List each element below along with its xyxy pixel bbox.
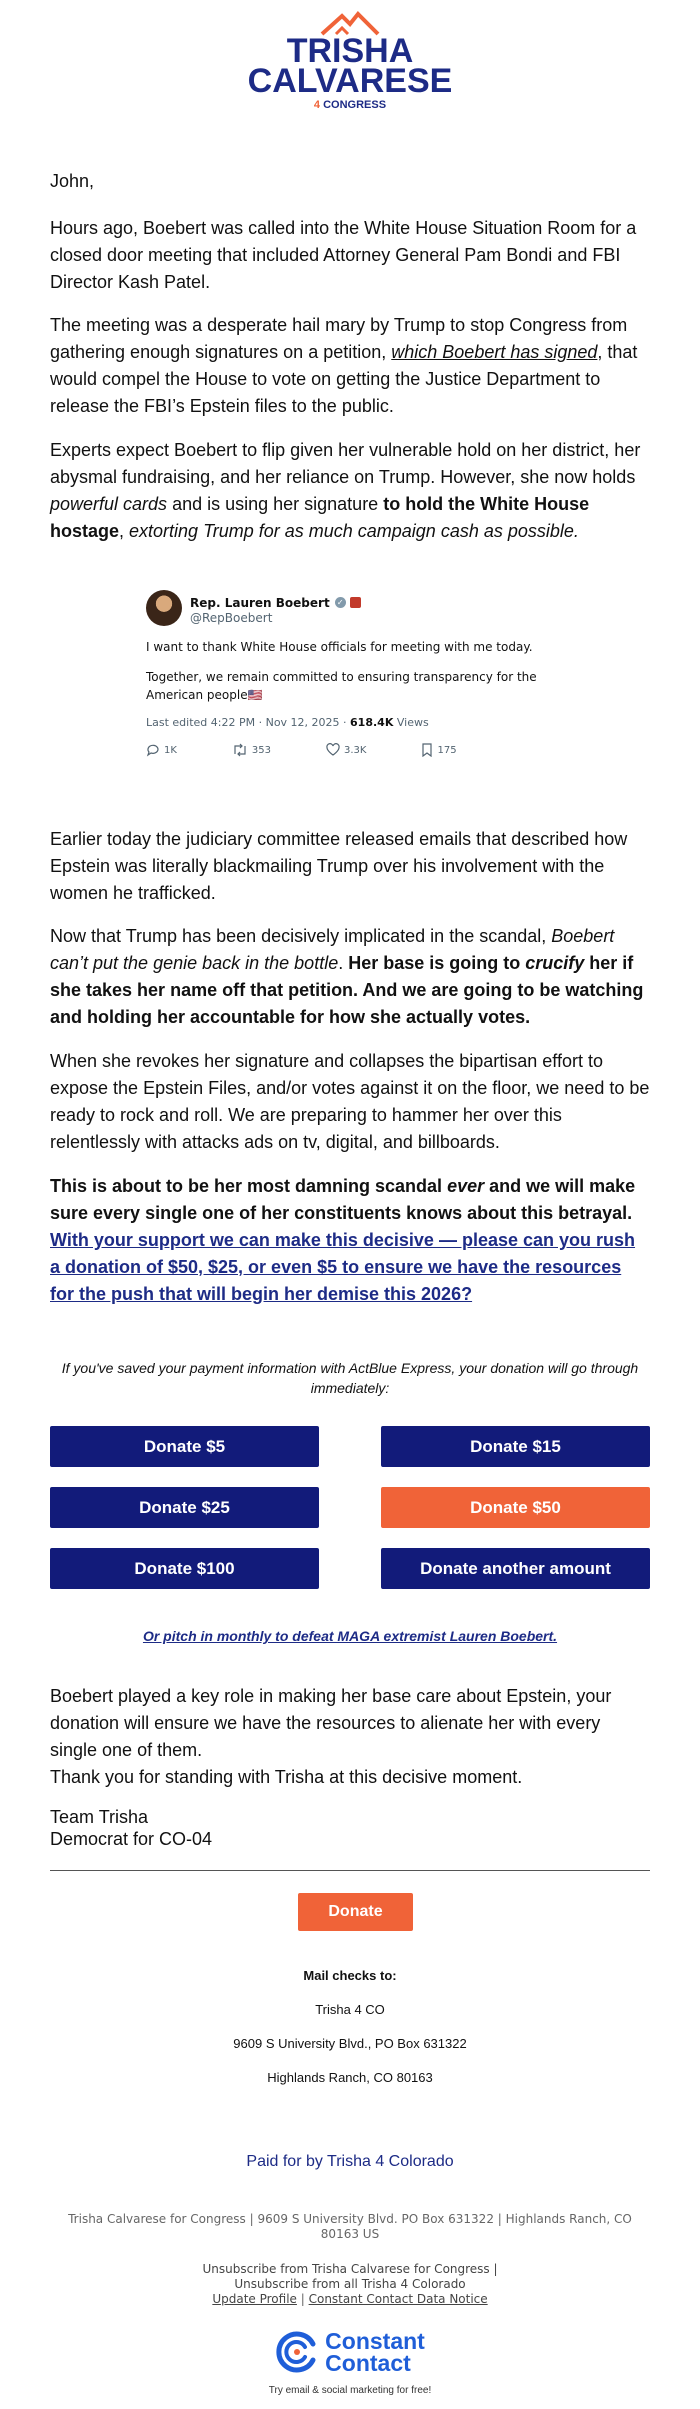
constant-contact-badge[interactable] <box>0 2330 700 2396</box>
tweet-handle: @RepBoebert <box>190 610 273 625</box>
unsubscribe-links: Unsubscribe from Trisha Calvarese for Congress | Unsubscribe from all Trisha 4 Colorado Update Profile | Constant Contact Data Notice <box>202 2262 498 2306</box>
constant-contact-wordmark: Constant Contact <box>325 2328 425 2376</box>
donate-5-button[interactable]: Donate $5 <box>50 1426 319 1467</box>
heart-icon <box>326 743 340 757</box>
donate-50-button[interactable]: Donate $50 <box>381 1487 650 1528</box>
donate-other-amount-button[interactable]: Donate another amount <box>381 1548 650 1589</box>
donate-100-button[interactable]: Donate $100 <box>50 1548 319 1589</box>
paragraph-appeal: This is about to be her most damning scandal ever and we will make sure every single one of her constituents knows about this betrayal. With your support we can make this decisive — please can you rush a donation of $50, $25, or even $5 to ensure we have the resources for the push that will begin her demise this 2026? <box>50 1176 636 1304</box>
like-action[interactable]: 3.3K <box>326 743 366 757</box>
paragraph-thank-you: Thank you for standing with Trisha at this decisive moment. <box>50 1767 523 1787</box>
mail-address-line2: 9609 S University Blvd., PO Box 631322 <box>233 2036 467 2051</box>
donation-appeal-link[interactable]: With your support we can make this decisive — please can you rush a donation of $50, $25, or even $5 to ensure we have the resources for the push that will begin her demise this 2026? <box>50 1230 636 1304</box>
tweet-actions <box>146 743 576 757</box>
paragraph-key-role: Boebert played a key role in making her base care about Epstein, your donation will ensure we have the resources to alienate her with every single one of them. <box>50 1686 612 1760</box>
flag-icon <box>350 597 361 608</box>
cc-data-notice-link[interactable]: Constant Contact Data Notice <box>308 2292 488 2306</box>
constant-contact-tagline: Try email & social marketing for free! <box>268 2385 432 2396</box>
paragraph-implicated: Now that Trump has been decisively implicated in the scandal, Boebert can’t put the genie back in the bottle. Her base is going to crucify her if she takes her name off that petition. And we are going to be watching and holding her accountable for how she actually votes. <box>50 926 644 1027</box>
monthly-donation-link[interactable]: Or pitch in monthly to defeat MAGA extremist Lauren Boebert. <box>142 1628 558 1644</box>
donate-25-button[interactable]: Donate $25 <box>50 1487 319 1528</box>
embedded-tweet[interactable] <box>146 590 576 757</box>
campaign-logo <box>0 10 700 111</box>
mail-address-line1: Trisha 4 CO <box>315 2002 385 2017</box>
paragraph-situation-room: Hours ago, Boebert was called into the White House Situation Room for a closed door meeting that included Attorney General Pam Bondi and FBI Director Kash Patel. <box>50 218 637 292</box>
unsubscribe-campaign-link[interactable]: Unsubscribe from Trisha Calvarese for Congress | <box>202 2262 498 2276</box>
logo-tagline: 4 CONGRESS <box>313 99 387 111</box>
unsubscribe-all-link[interactable]: Unsubscribe from all Trisha 4 Colorado <box>234 2277 466 2291</box>
verified-badge-icon: ✓ <box>335 597 346 608</box>
reply-action[interactable]: 1K <box>146 743 177 757</box>
constant-contact-logo-icon <box>275 2330 319 2374</box>
bookmark-icon <box>421 743 433 757</box>
bookmark-action[interactable]: 175 <box>421 743 456 757</box>
tweet-text-line1: I want to thank White House officials for meeting with me today. <box>146 640 533 654</box>
footer-address: Trisha Calvarese for Congress | 9609 S University Blvd. PO Box 631322 | Highlands Ranch, CO 80163 US <box>68 2212 632 2241</box>
donate-15-button[interactable]: Donate $15 <box>381 1426 650 1467</box>
avatar <box>146 590 182 626</box>
actblue-note: If you've saved your payment information with ActBlue Express, your donation will go through immediately: <box>61 1360 639 1396</box>
repost-action[interactable]: 353 <box>232 743 271 757</box>
mail-checks-heading: Mail checks to: <box>303 1968 397 1983</box>
paragraph-revokes: When she revokes her signature and collapses the bipartisan effort to expose the Epstein Files, and/or votes against it on the floor, we need to be ready to rock and roll. We are preparing to hammer her over this relentlessly with attacks ads on tv, digital, and billboards. <box>50 1051 650 1152</box>
logo-first-name: TRISHA <box>286 32 414 70</box>
logo-last-name: CALVARESE <box>247 62 453 100</box>
tweet-text-line2: Together, we remain committed to ensuring transparency for the American people🇺🇸 <box>146 670 537 702</box>
signature-title: Democrat for CO-04 <box>50 1829 213 1849</box>
tweet-author-name: Rep. Lauren Boebert <box>190 595 330 610</box>
tweet-meta: Last edited 4:22 PM · Nov 12, 2025 · 618.4K Views <box>146 716 429 729</box>
paragraph-petition: The meeting was a desperate hail mary by Trump to stop Congress from gathering enough signatures on a petition, which Boebert has signed, that would compel the House to vote on getting the Justice Department to release the FBI’s Epstein files to the public. <box>50 315 638 416</box>
divider <box>50 1870 650 1871</box>
repost-icon <box>232 743 248 757</box>
mail-address-line3: Highlands Ranch, CO 80163 <box>267 2070 433 2085</box>
reply-icon <box>146 743 160 757</box>
update-profile-link[interactable]: Update Profile <box>212 2292 297 2306</box>
greeting: John, <box>50 171 95 191</box>
signature-team: Team Trisha <box>50 1807 149 1827</box>
paid-for-disclaimer: Paid for by Trisha 4 Colorado <box>246 2153 454 2170</box>
paragraph-judiciary: Earlier today the judiciary committee released emails that described how Epstein was literally blackmailing Trump over his involvement with the women he trafficked. <box>50 829 628 903</box>
footer-donate-button[interactable]: Donate <box>298 1893 413 1931</box>
paragraph-experts: Experts expect Boebert to flip given her vulnerable hold on her district, her abysmal fundraising, and her reliance on Trump. However, she now holds powerful cards and is using her signature to hold the White House hostage, extorting Trump for as much campaign cash as possible. <box>50 440 641 541</box>
